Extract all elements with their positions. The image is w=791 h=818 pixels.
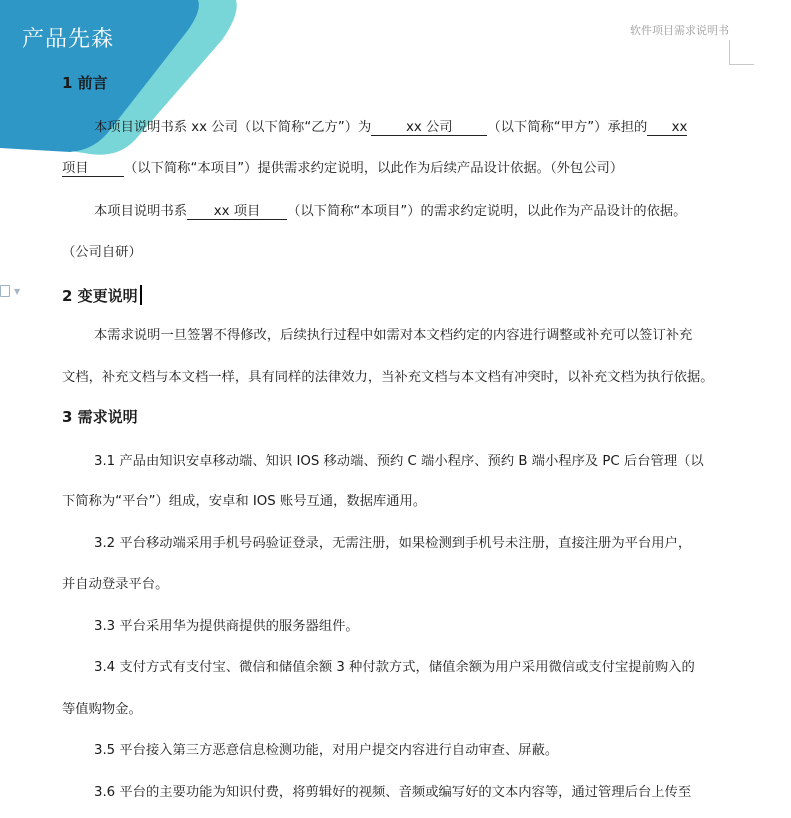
document-header-title: 软件项目需求说明书 xyxy=(630,24,729,37)
text: （以下简称“甲方”）承担的 xyxy=(487,120,648,135)
item-3-2-line-1: 3.2 平台移动端采用手机号码验证登录，无需注册，如果检测到手机号未注册，直接注册为平台用户， xyxy=(94,536,692,551)
underlined-field: xx 公司 xyxy=(371,120,487,136)
brand-title: 产品先森 xyxy=(22,27,115,52)
underlined-field: xx 项目 xyxy=(187,204,287,220)
item-3-4-line-1: 3.4 支付方式有支付宝、微信和储值余额 3 种付款方式，储值余额为用户采用微信或支付宝提前购入的 xyxy=(94,660,695,675)
paragraph-1-line-2 xyxy=(62,161,623,177)
page-corner-mark xyxy=(729,40,754,65)
chevron-down-icon: ▼ xyxy=(14,286,21,296)
document-icon xyxy=(0,285,10,297)
item-3-1-line-1: 3.1 产品由知识安卓移动端、知识 IOS 移动端、预约 C 端小程序、预约 B 端小程序及 PC 后台管理（以 xyxy=(94,454,704,469)
paragraph-2-line-1 xyxy=(94,204,686,220)
section-2-line-1: 本需求说明一旦签署不得修改，后续执行过程中如需对本文档约定的内容进行调整或补充可以签订补充 xyxy=(94,328,693,343)
underlined-field: xx xyxy=(647,120,687,136)
heading-section-2[interactable] xyxy=(62,285,142,305)
paragraph-2-line-2: （公司自研） xyxy=(62,245,142,260)
text: （以下简称“本项目”）的需求约定说明，以此作为产品设计的依据。 xyxy=(287,204,687,219)
document-options-icon[interactable] xyxy=(0,284,22,298)
heading-section-3: 3 需求说明 xyxy=(62,408,138,426)
heading-section-1: 1 前言 xyxy=(62,74,108,92)
text: （以下简称“本项目”）提供需求约定说明，以此作为后续产品设计依据。（外包公司） xyxy=(124,161,624,176)
item-3-4-line-2: 等值购物金。 xyxy=(62,702,142,717)
text-cursor xyxy=(140,285,142,305)
paragraph-1-line-1 xyxy=(94,120,687,136)
heading-text: 2 变更说明 xyxy=(62,287,138,305)
underlined-field: 项目 xyxy=(62,161,124,177)
text: 本项目说明书系 xx 公司（以下简称“乙方”）为 xyxy=(94,120,372,135)
section-2-line-2: 文档，补充文档与本文档一样，具有同样的法律效力，当补充文档与本文档有冲突时，以补充文档为执行依据。 xyxy=(62,370,714,385)
item-3-3-line-1: 3.3 平台采用华为提供商提供的服务器组件。 xyxy=(94,619,359,634)
item-3-5-line-1: 3.5 平台接入第三方恶意信息检测功能，对用户提交内容进行自动审查、屏蔽。 xyxy=(94,743,559,758)
text: 本项目说明书系 xyxy=(94,204,188,219)
item-3-2-line-2: 并自动登录平台。 xyxy=(62,577,169,592)
item-3-6-line-1: 3.6 平台的主要功能为知识付费，将剪辑好的视频、音频或编写好的文本内容等，通过管理后台上传至 xyxy=(94,785,692,800)
item-3-1-line-2: 下简称为“平台”）组成，安卓和 IOS 账号互通，数据库通用。 xyxy=(62,494,427,509)
